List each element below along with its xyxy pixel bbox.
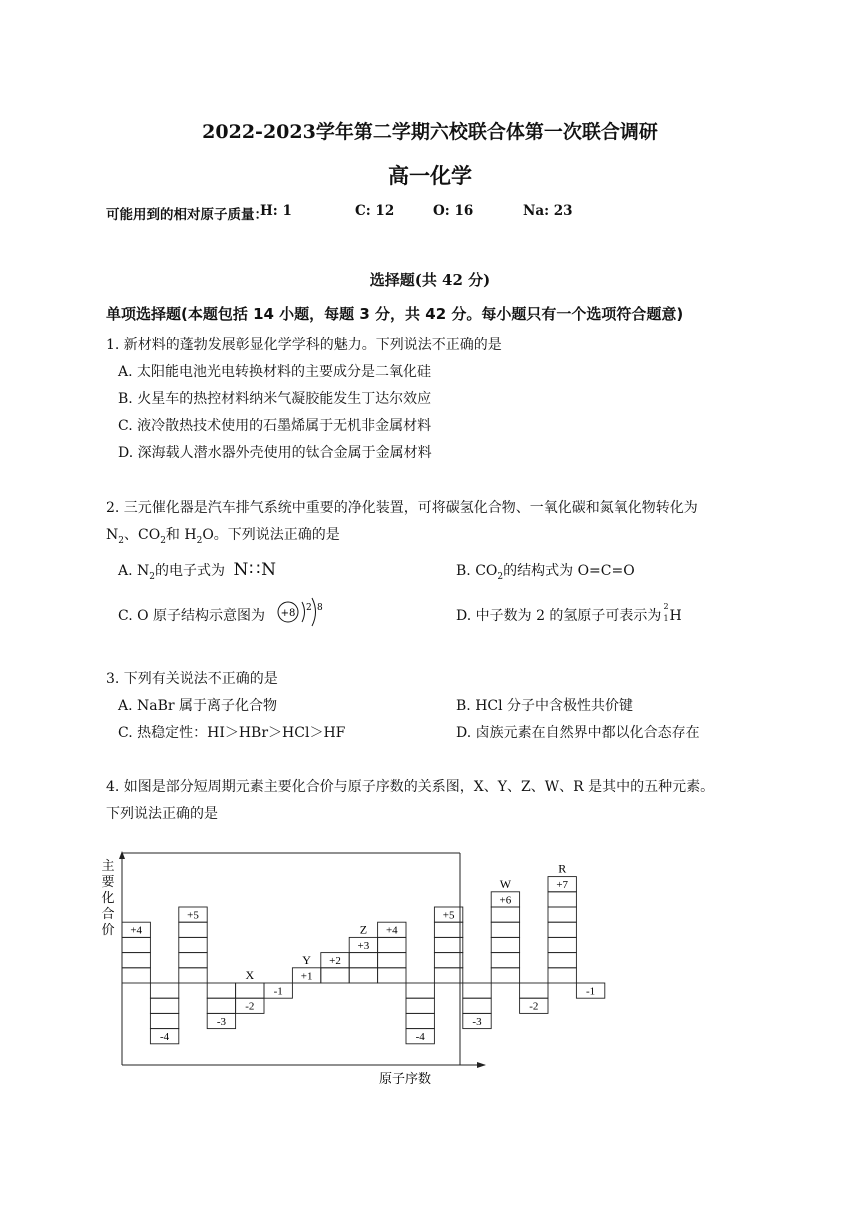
value-label: +3 — [357, 939, 370, 952]
value-cell — [491, 968, 519, 983]
value-cell — [491, 922, 519, 937]
subject-title: 高一化学 — [388, 163, 472, 188]
value-cell — [548, 892, 576, 907]
value-label: +5 — [442, 909, 455, 922]
atomic-mass-na: Na: 23 — [523, 203, 573, 219]
n2-electron-formula: N∷N — [233, 560, 278, 580]
section-instructions: 单项选择题(本题包括 14 小题，每题 3 分，共 42 分。每小题只有一个选项符合题意) — [106, 305, 684, 323]
value-label: -3 — [216, 1015, 226, 1028]
value-label: -1 — [586, 985, 596, 998]
atomic-mass-c: C: 12 — [355, 203, 395, 219]
y-axis-label-char: 主 — [101, 858, 115, 873]
q1-option-c: C. 液冷散热技术使用的石墨烯属于无机非金属材料 — [118, 418, 432, 434]
value-cell — [122, 937, 150, 952]
value-cell — [179, 922, 207, 937]
value-cell — [406, 983, 434, 998]
value-label: +1 — [300, 970, 313, 983]
q2-option-a: A. $N_2$的电子式为 N∷N — [118, 560, 278, 582]
q3-stem: 3. 下列有关说法不正确的是 — [106, 671, 278, 687]
value-label: +6 — [499, 894, 512, 907]
value-cell — [548, 953, 576, 968]
value-cell — [179, 968, 207, 983]
value-cell — [491, 953, 519, 968]
value-label: -2 — [245, 1000, 255, 1013]
value-cell — [150, 998, 178, 1013]
q1-option-a: A. 太阳能电池光电转换材料的主要成分是二氧化硅 — [118, 364, 432, 380]
value-cell — [434, 953, 462, 968]
q2-option-c: C. O 原子结构示意图为 — [118, 608, 266, 624]
q3-option-c: C. 热稳定性：HI＞HBr＞HCl＞HF — [118, 725, 346, 741]
y-axis-label-char: 合 — [101, 906, 115, 921]
value-label: -4 — [160, 1031, 170, 1044]
value-cell — [434, 937, 462, 952]
value-label: -4 — [415, 1031, 425, 1044]
x-axis-label: 原子序数 — [378, 1071, 432, 1086]
oxygen-atom-diagram — [276, 594, 330, 630]
valence-chart — [100, 845, 596, 1090]
value-cell — [122, 968, 150, 983]
value-cell — [463, 983, 491, 998]
element-label-z: Z — [359, 922, 368, 937]
value-cell — [378, 937, 406, 952]
atomic-mass-h: H: 1 — [260, 203, 292, 219]
y-axis-arrow — [119, 851, 125, 859]
y-axis-label-char: 价 — [101, 922, 115, 937]
atomic-mass-o: O: 16 — [433, 203, 474, 219]
q3-option-d: D. 卤族元素在自然界中都以化合态存在 — [456, 725, 700, 741]
value-label: +5 — [187, 909, 199, 922]
value-label: +4 — [385, 924, 398, 937]
q1-stem: 1. 新材料的蓬勃发展彰显化学学科的魅力。下列说法不正确的是 — [106, 337, 502, 353]
value-cell — [548, 907, 576, 922]
q4-stem-line1: 4. 如图是部分短周期元素主要化合价与原子序数的关系图，X、Y、Z、W、R 是其中的五种元素。 — [106, 779, 715, 795]
value-label: -3 — [472, 1015, 482, 1028]
value-label: -1 — [273, 985, 283, 998]
value-cell — [349, 953, 377, 968]
q2-option-d: D. 中子数为 2 的氢原子可表示为 2 1 H — [456, 602, 682, 624]
value-cell — [548, 968, 576, 983]
value-cell — [122, 953, 150, 968]
value-cell — [520, 983, 548, 998]
q3-option-b: B. HCl 分子中含极性共价键 — [456, 698, 634, 714]
element-label-x: X — [245, 968, 255, 982]
section-title: 选择题(共 42 分) — [369, 271, 491, 289]
value-label: +2 — [329, 955, 341, 968]
value-cell — [207, 998, 235, 1013]
value-cell — [207, 983, 235, 998]
q3-option-a: A. NaBr 属于离子化合物 — [118, 698, 278, 714]
value-cell — [406, 998, 434, 1013]
oxygen-shell-2: 8 — [317, 603, 323, 613]
element-label-r: R — [558, 861, 567, 876]
value-label: -2 — [529, 1000, 539, 1013]
value-label: +7 — [556, 879, 569, 892]
element-label-w: W — [499, 876, 512, 891]
exam-title: 2022-2023学年第二学期六校联合体第一次联合调研 — [202, 121, 658, 143]
value-label: +4 — [130, 924, 143, 937]
value-cell — [179, 953, 207, 968]
q2-option-b: B. $CO_2$的结构式为 O=C=O — [456, 563, 635, 582]
q2-stem-line1: 2. 三元催化器是汽车排气系统中重要的净化装置，可将碳氢化合物、一氧化碳和氮氧化物转化为 — [106, 500, 698, 516]
value-cell — [434, 922, 462, 937]
value-cell — [548, 922, 576, 937]
value-cell — [406, 1013, 434, 1028]
value-cell — [434, 968, 462, 983]
value-cell — [349, 968, 377, 983]
element-label-y: Y — [302, 952, 311, 967]
value-cell — [150, 983, 178, 998]
value-cell — [548, 937, 576, 952]
y-axis-label-char: 化 — [101, 890, 115, 905]
value-cell — [179, 937, 207, 952]
y-axis-label-char: 要 — [101, 874, 115, 889]
x-axis-arrow — [477, 1062, 486, 1068]
q2-stem-line2: $N_2$、$CO_2$和 $H_2O$。下列说法正确的是 — [106, 527, 340, 546]
value-cell — [463, 998, 491, 1013]
value-cell — [236, 983, 264, 998]
q1-option-d: D. 深海载人潜水器外壳使用的钛合金属于金属材料 — [118, 445, 432, 461]
q4-stem-line2: 下列说法正确的是 — [106, 806, 218, 822]
atomic-mass-label: 可能用到的相对原子质量： — [106, 207, 268, 223]
oxygen-nucleus-label: +8 — [280, 608, 296, 619]
value-cell — [150, 1013, 178, 1028]
value-cell — [491, 937, 519, 952]
value-cell — [378, 968, 406, 983]
q1-option-b: B. 火星车的热控材料纳米气凝胶能发生丁达尔效应 — [118, 391, 432, 407]
value-cell — [378, 953, 406, 968]
value-cell — [491, 907, 519, 922]
value-cell — [321, 968, 349, 983]
oxygen-shell-1: 2 — [306, 603, 312, 613]
